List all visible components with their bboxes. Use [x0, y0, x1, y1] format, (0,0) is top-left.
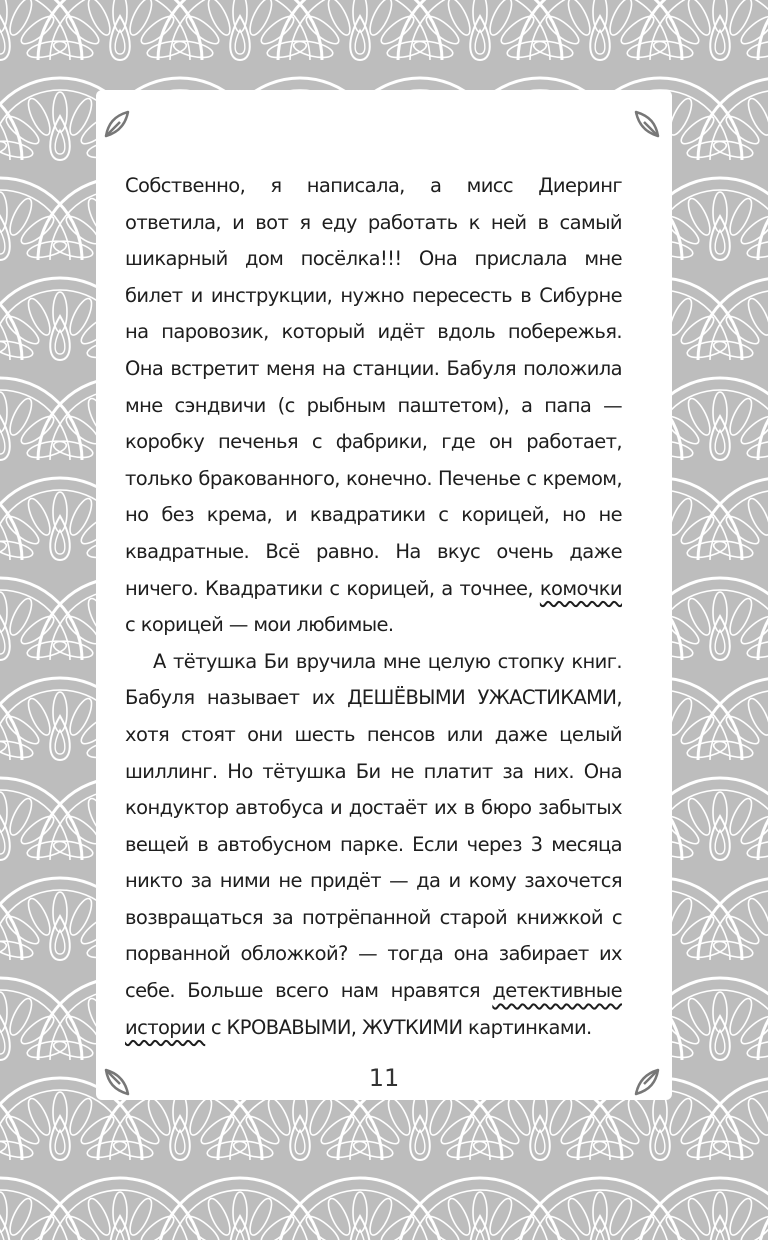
leaf-ornament-icon	[628, 106, 664, 142]
wavy-underlined-phrase: детективные истории	[125, 979, 622, 1039]
leaf-ornament-icon	[100, 106, 136, 142]
wavy-underlined-word: комочки	[539, 576, 622, 600]
paragraph: Собственно, я написала, а мисс Диеринг ответила, и вот я еду работать к ней в самый шикарный дом посёлка!!! Она прислала мне билет и инструкции, нужно пересесть в Сибурне на паровозик, который идёт вдоль побережья. Она встретит меня на станции. Бабуля положила мне сэндвичи (с рыбным паштетом), а папа — коробку печенья с фабрики, где он работает, только бракованного, конечно. Печенье с кремом, но без крема, и квадратики с корицей, но не квадратные. Всё равно. На вкус очень даже ничего. Квадратики с корицей, а точнее, комочки с корицей — мои любимые.	[125, 174, 622, 637]
page-number: 11	[368, 1064, 400, 1092]
paragraph: А тётушка Би вручила мне целую стопку книг. Бабуля называет их ДЕШЁВЫМИ УЖАСТИКАМИ, хотя стоят они шесть пенсов или даже целый шиллинг. Но тётушка Би не платит за них. Она кондуктор автобуса и достаёт их в бюро забытых вещей в автобусном парке. Если через 3 месяца никто за ними не придёт — да и кому захочется возвращаться за потрёпанной старой книжкой с порванной обложкой? — тогда она забирает их себе. Больше всего нам нравятся детективные истории с КРОВАВЫМИ, ЖУТКИМИ картинками.	[125, 649, 622, 1039]
body-text	[125, 168, 622, 1046]
